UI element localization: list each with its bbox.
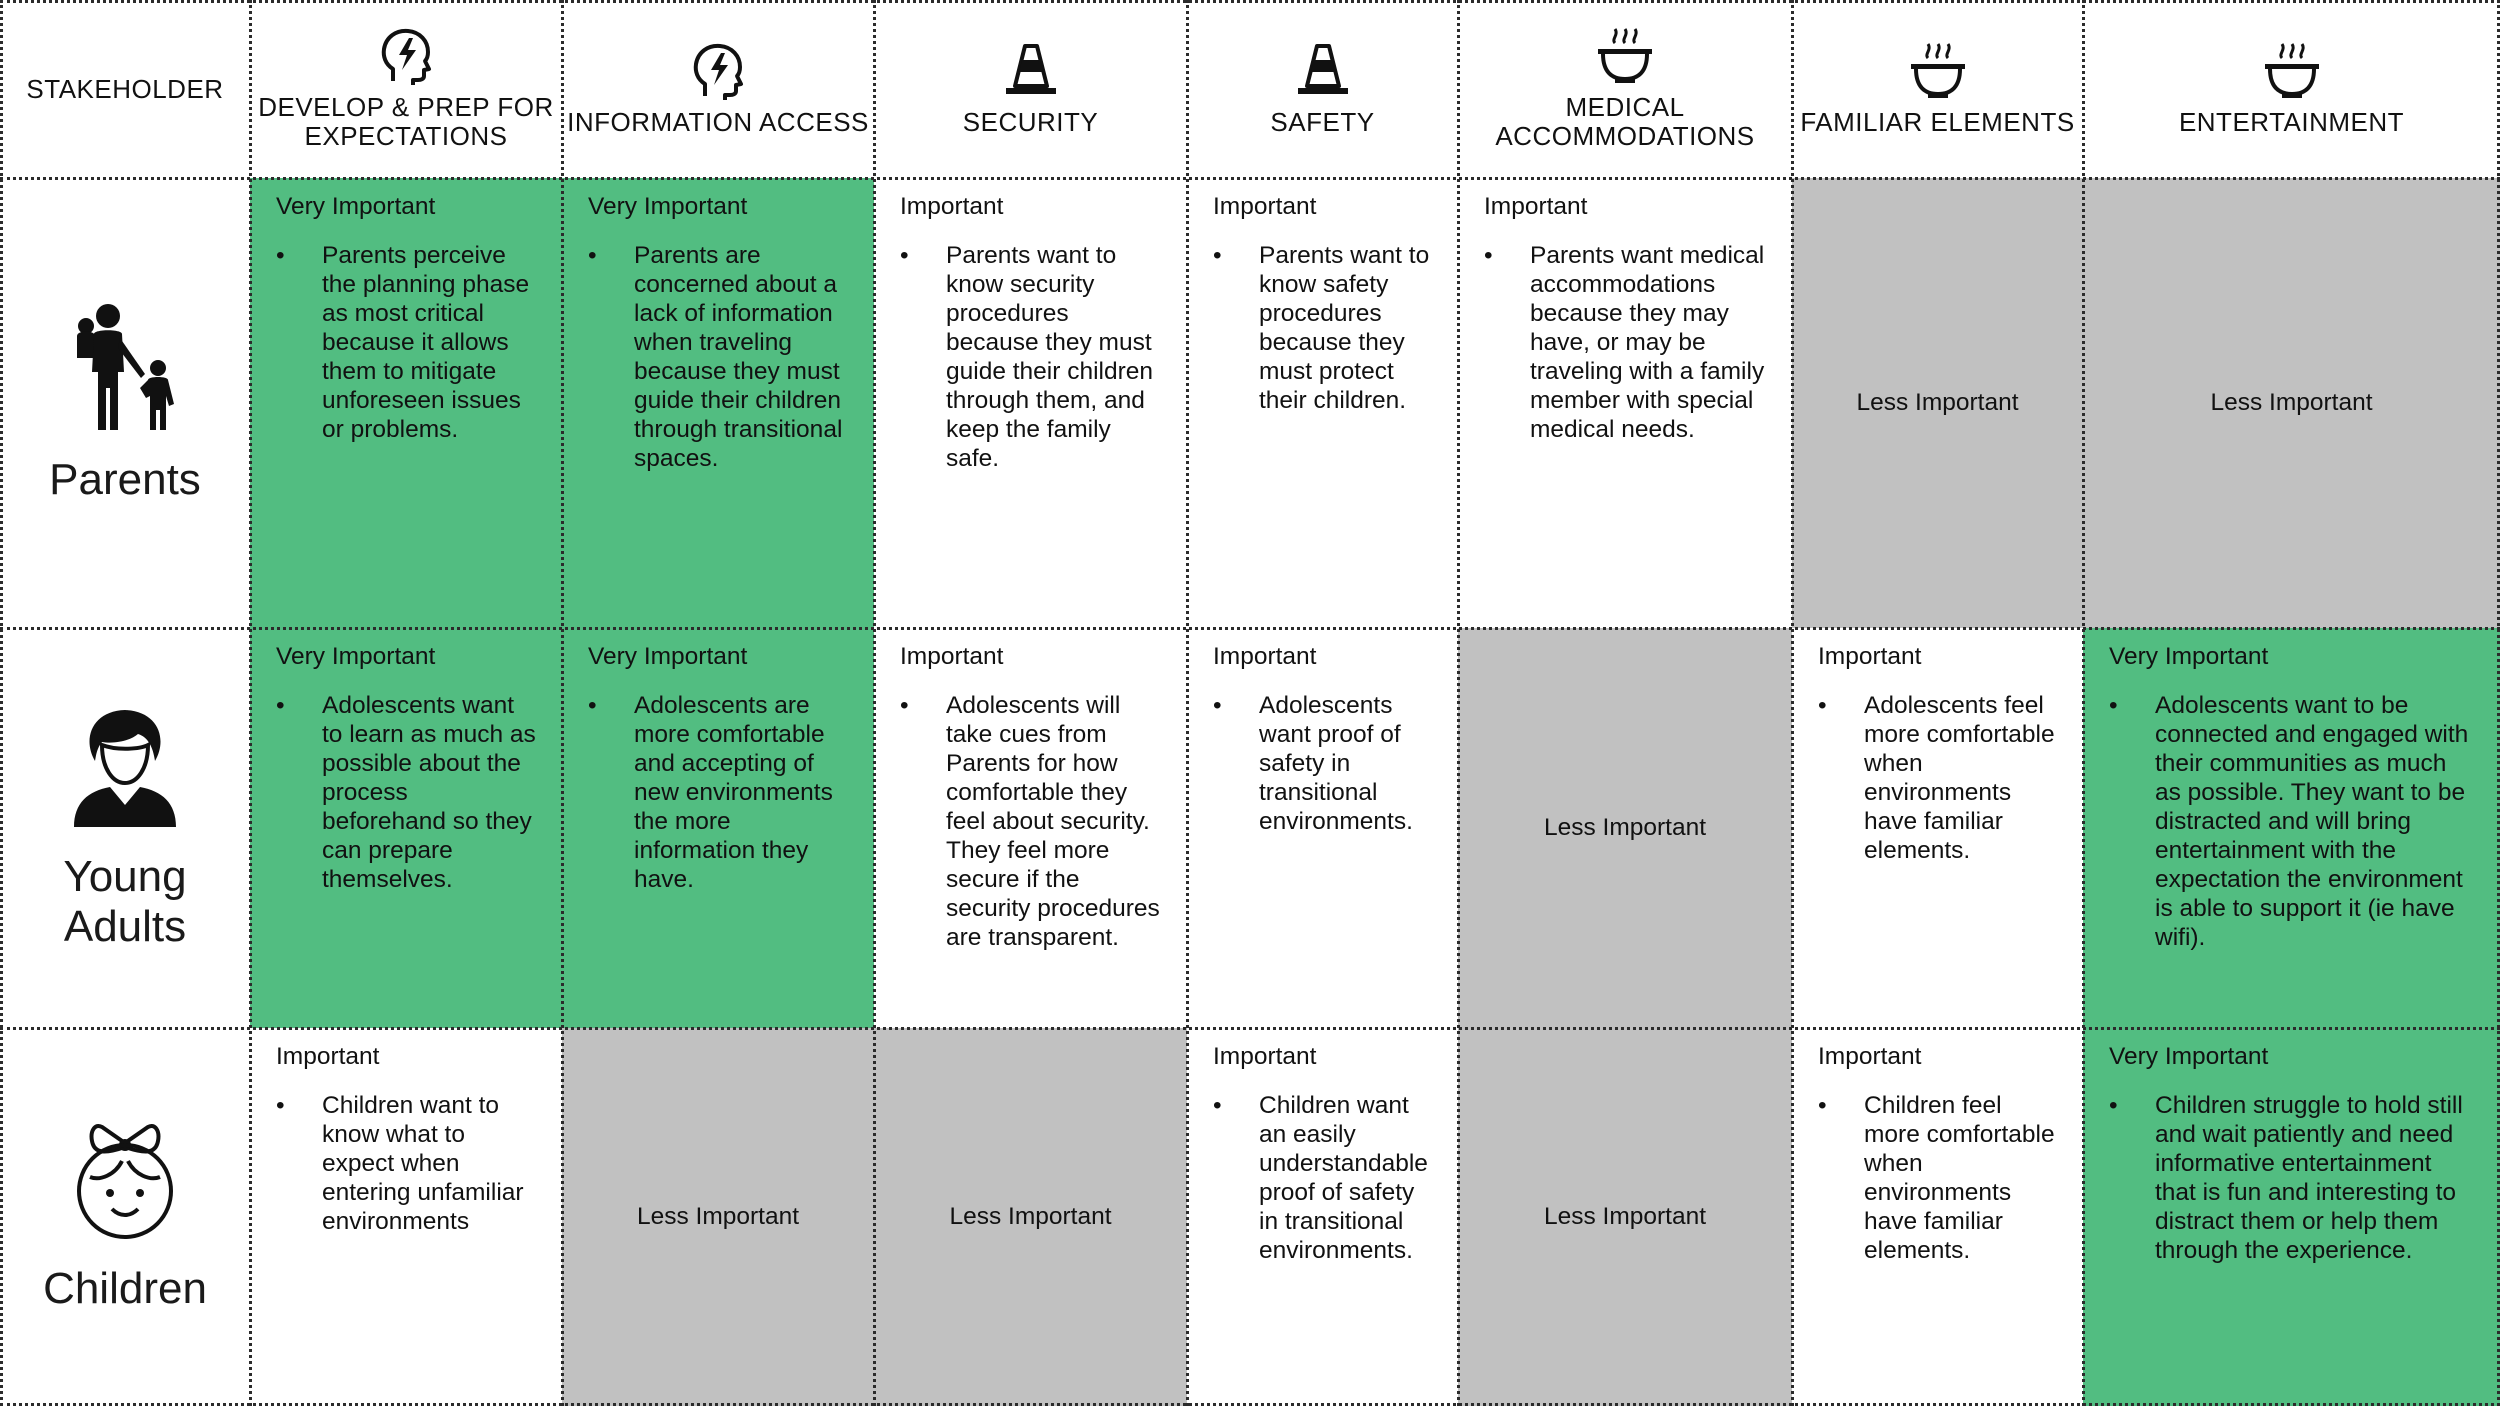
column-header-entertainment [2083,0,2500,178]
rationale-text: • Children feel more comfortable when environments have familiar elements. [1818,1091,2059,1265]
importance-level: Very Important [2109,1043,2269,1070]
rationale-list [276,1091,538,1236]
importance-level: Very Important [588,643,748,670]
importance-level: Very Important [2109,643,2269,670]
matrix-cell-children-information-access [562,1028,874,1406]
parent-with-children-icon [70,302,180,437]
rationale-list [900,691,1163,952]
rationale-list [2109,1091,2476,1265]
matrix-cell-children-safety [1187,1028,1458,1406]
head-lightning-icon [691,42,745,100]
steaming-bowl-icon [1908,42,1968,100]
grid-divider [1186,0,1189,1406]
rationale-text: • Adolescents want to learn as much as possible about the process beforehand so they can prepare themselves. [276,691,538,894]
column-header-label: FAMILIAR ELEMENTS [1800,106,2075,137]
grid-divider [0,0,3,1406]
importance-level: Less Important [1543,814,1707,841]
steaming-bowl-icon [2262,42,2322,100]
rationale-list [276,241,538,444]
rationale-list [588,241,850,473]
matrix-cell-parents-security [874,178,1187,628]
rationale-text: • Adolescents will take cues from Parents for how comfortable they feel about security. They feel more secure if the security procedures are transparent. [900,691,1163,952]
rationale-text: • Children want an easily understandable proof of safety in transitional environments. [1213,1091,1434,1265]
importance-level: Less Important [636,1203,800,1230]
rationale-text: • Children struggle to hold still and wait patiently and need informative entertainment that is fun and interesting to distract them or help them through the experience. [2109,1091,2476,1265]
stakeholder-name: Young Adults [63,851,187,951]
column-header-label: ENTERTAINMENT [2178,106,2405,137]
grid-divider [0,177,2500,180]
matrix-cell-young-adults-information-access [562,628,874,1028]
column-header-information-access [562,0,874,178]
grid-divider [561,0,564,1406]
matrix-cell-young-adults-develop-and-prep-for-expectations [250,628,562,1028]
importance-level: Important [1213,193,1317,220]
matrix-cell-parents-familiar-elements [1792,178,2083,628]
row-header-parents [0,178,250,628]
matrix-cell-children-entertainment [2083,1028,2500,1406]
importance-level: Important [900,643,1004,670]
rationale-list [1213,241,1434,415]
grid-divider [1791,0,1794,1406]
rationale-text: • Parents want medical accommodations because they may have, or may be traveling with a family member with special medical needs. [1484,241,1768,444]
rationale-text: • Children want to know what to expect when entering unfamiliar environments [276,1091,538,1236]
matrix-cell-parents-safety [1187,178,1458,628]
importance-level: Very Important [276,643,436,670]
column-header-develop-and-prep-for-expectations [250,0,562,178]
rationale-text: • Parents want to know security procedures because they must guide their children through them, and keep the family safe. [900,241,1163,473]
column-header-label: MEDICAL ACCOMMODATIONS [1495,92,1755,151]
matrix-cell-parents-entertainment [2083,178,2500,628]
matrix-cell-young-adults-entertainment [2083,628,2500,1028]
matrix-cell-parents-develop-and-prep-for-expectations [250,178,562,628]
stakeholder-name: Children [43,1263,207,1313]
rationale-text: • Parents are concerned about a lack of information when traveling because they must guide their children through transitional spaces. [588,241,850,473]
header-stakeholder [0,0,250,178]
matrix-cell-young-adults-safety [1187,628,1458,1028]
grid-divider [249,0,252,1406]
matrix-cell-parents-information-access [562,178,874,628]
rationale-text: • Parents want to know safety procedures because they must protect their children. [1213,241,1434,415]
importance-level: Important [1213,643,1317,670]
matrix-cell-children-medical-accommodations [1458,1028,1792,1406]
grid-divider [873,0,876,1406]
importance-level: Less Important [2210,389,2373,416]
matrix-cell-children-develop-and-prep-for-expectations [250,1028,562,1406]
column-header-medical-accommodations [1458,0,1792,178]
rationale-text: • Parents perceive the planning phase as most critical because it allows them to mitigate unforeseen issues or problems. [276,241,538,444]
matrix-cell-children-familiar-elements [1792,1028,2083,1406]
traffic-cone-icon [1002,42,1060,100]
matrix-cell-parents-medical-accommodations [1458,178,1792,628]
importance-level: Less Important [949,1203,1112,1230]
traffic-cone-icon [1294,42,1352,100]
rationale-text: • Adolescents feel more comfortable when environments have familiar elements. [1818,691,2059,865]
row-header-young-adults [0,628,250,1028]
rationale-list [1818,691,2059,865]
matrix-cell-young-adults-medical-accommodations [1458,628,1792,1028]
importance-level: Important [900,193,1004,220]
steaming-bowl-icon [1595,27,1655,85]
rationale-text: • Adolescents want proof of safety in transitional environments. [1213,691,1434,836]
rationale-list [1818,1091,2059,1265]
column-header-label: INFORMATION ACCESS [567,106,869,137]
importance-level: Less Important [1856,389,2019,416]
column-header-familiar-elements [1792,0,2083,178]
head-lightning-icon [379,27,433,85]
grid-divider [2082,0,2085,1406]
rationale-list [2109,691,2476,952]
rationale-list [1484,241,1768,444]
importance-level: Important [1818,643,1922,670]
rationale-list [588,691,850,894]
rationale-list [900,241,1163,473]
grid-divider [0,627,2500,630]
matrix-cell-children-security [874,1028,1187,1406]
importance-level: Very Important [276,193,436,220]
header-stakeholder-label: STAKEHOLDER [26,73,224,104]
importance-level: Less Important [1543,1203,1707,1230]
rationale-list [1213,1091,1434,1265]
column-header-safety [1187,0,1458,178]
matrix-cell-young-adults-familiar-elements [1792,628,2083,1028]
grid-divider [0,1027,2500,1030]
matrix-cell-young-adults-security [874,628,1187,1028]
column-header-security [874,0,1187,178]
stakeholder-name: Parents [49,454,201,504]
importance-level: Important [1818,1043,1922,1070]
grid-divider [1457,0,1460,1406]
rationale-list [276,691,538,894]
importance-level: Important [276,1043,380,1070]
young-adult-icon [70,705,180,834]
importance-level: Very Important [588,193,748,220]
child-face-icon [70,1121,180,1246]
rationale-text: • Adolescents want to be connected and engaged with their communities as much as possible. They want to be distracted and will bring entertainment with the expectation the environment is able to support it (ie have wifi). [2109,691,2476,952]
row-header-children [0,1028,250,1406]
importance-level: Important [1213,1043,1317,1070]
rationale-list [1213,691,1434,836]
column-header-label: SAFETY [1270,106,1375,137]
column-header-label: SECURITY [962,106,1099,137]
column-header-label: DEVELOP & PREP FOR EXPECTATIONS [258,92,554,151]
grid-divider [0,0,2500,3]
rationale-text: • Adolescents are more comfortable and accepting of new environments the more information they have. [588,691,850,894]
importance-level: Important [1484,193,1588,220]
